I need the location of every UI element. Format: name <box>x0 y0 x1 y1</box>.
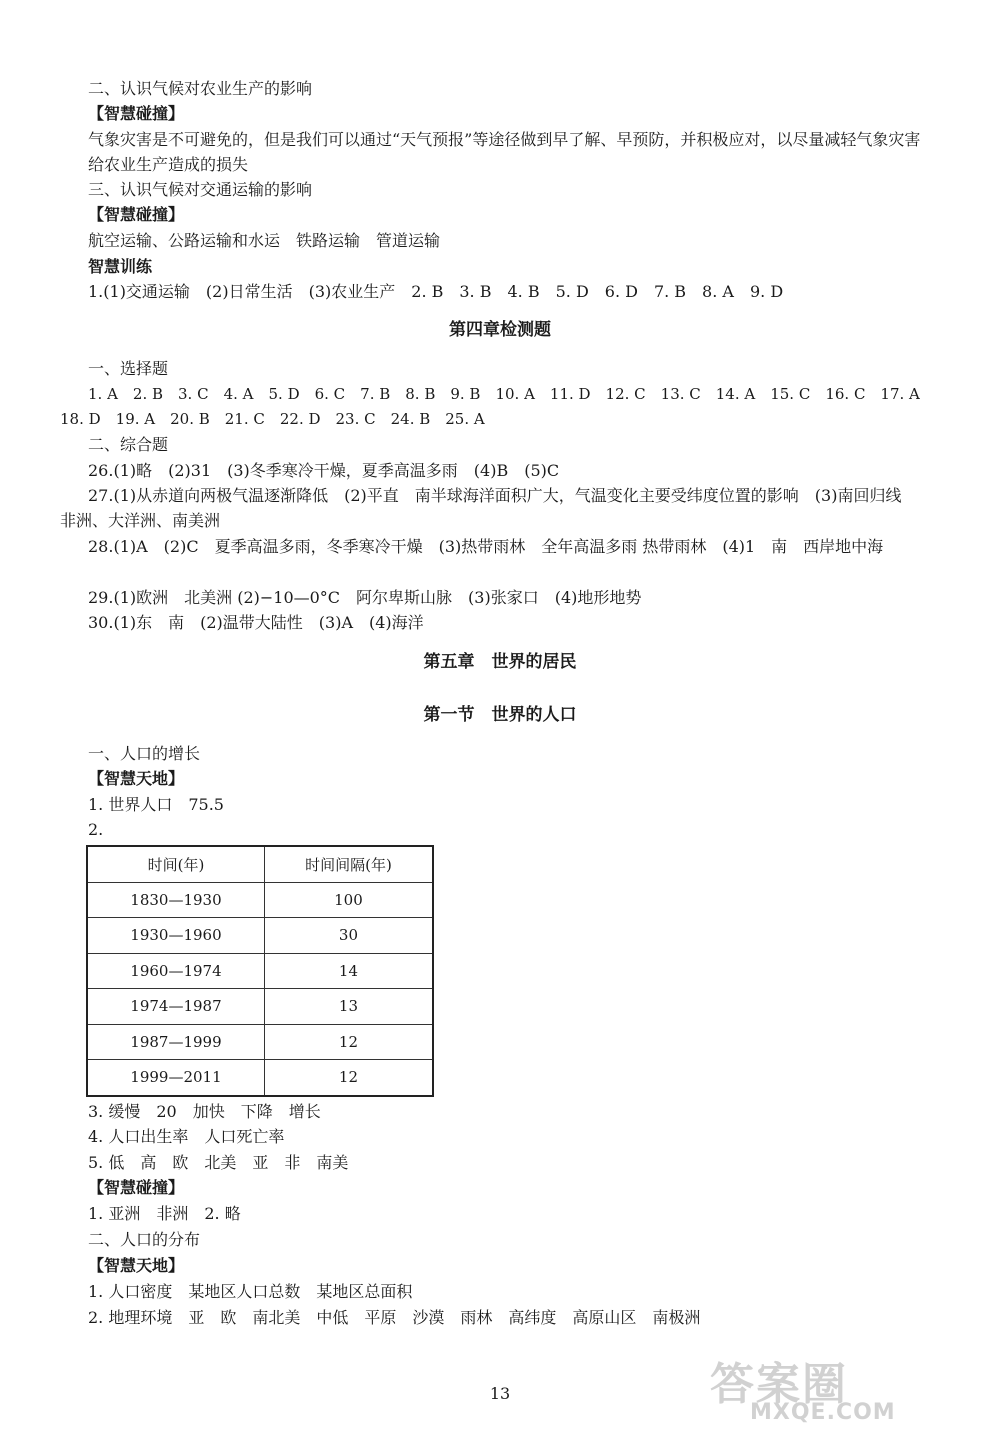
table-cell: 30 <box>264 918 433 954</box>
table-row <box>87 953 433 989</box>
chapter-heading: 第五章 世界的居民 <box>423 652 577 672</box>
table-cell: 1930—1960 <box>87 918 264 954</box>
table-row <box>87 918 433 954</box>
section-heading: 二、人口的分布 <box>88 1230 201 1249</box>
page-number: 13 <box>489 1384 511 1403</box>
table-row <box>87 1060 433 1096</box>
chapter-heading: 第四章检测题 <box>449 320 551 340</box>
population-interval-table <box>86 845 434 1097</box>
table-cell: 12 <box>264 1024 433 1060</box>
answer-line: 26.(1)略 (2)31 (3)冬季寒冷干燥，夏季高温多雨 (4)B (5)C <box>88 461 560 480</box>
table-header-cell: 时间间隔(年) <box>264 846 433 882</box>
section-tag: 【智慧碰撞】 <box>88 104 185 123</box>
table-cell: 100 <box>264 882 433 918</box>
answer-line: 27.(1)从赤道向两极气温逐渐降低 (2)平直 南半球海洋面积广大，气温变化主要受纬度位置的影响 (3)南回归线 非洲、大洋洲、南美洲 <box>60 486 918 530</box>
answer-line: 1. 世界人口 75.5 <box>88 795 224 814</box>
table-row <box>87 882 433 918</box>
table-header-cell: 时间(年) <box>87 846 264 882</box>
answer-line: 18. D 19. A 20. B 21. C 22. D 23. C 24. B 25. A <box>60 410 485 428</box>
answer-line: 4. 人口出生率 人口死亡率 <box>88 1127 285 1146</box>
watermark-logo <box>710 1348 980 1428</box>
answer-line: 3. 缓慢 20 加快 下降 增长 <box>88 1102 321 1121</box>
section-tag: 【智慧天地】 <box>88 769 185 788</box>
answer-line: 30.(1)东 南 (2)温带大陆性 (3)A (4)海洋 <box>88 613 424 632</box>
answer-line: 29.(1)欧洲 北美洲 (2)−10—0°C 阿尔卑斯山脉 (3)张家口 (4)地形地势 <box>88 588 642 607</box>
table-row <box>87 989 433 1025</box>
answer-line: 1.(1)交通运输 (2)日常生活 (3)农业生产 2. B 3. B 4. B 5. D 6. D 7. B 8. A 9. D <box>88 282 784 301</box>
section-heading: 一、选择题 <box>88 359 169 378</box>
watermark-text: 答案圈 <box>710 1359 848 1410</box>
section-heading: 二、认识气候对农业生产的影响 <box>88 79 313 98</box>
paragraph: 气象灾害是不可避免的，但是我们可以通过“天气预报”等途径做到早了解、早预防，并积极应对，以尽量减轻气象灾害给农业生产造成的损失 <box>88 130 921 174</box>
answer-line: 航空运输、公路运输和水运 铁路运输 管道运输 <box>88 231 441 250</box>
section-title: 第一节 世界的人口 <box>423 705 577 725</box>
table-cell: 1830—1930 <box>87 882 264 918</box>
table-header-row <box>87 846 433 882</box>
table-cell: 1960—1974 <box>87 953 264 989</box>
watermark-url: MXQE.COM <box>750 1400 896 1425</box>
table-cell: 13 <box>264 989 433 1025</box>
table-cell: 1974—1987 <box>87 989 264 1025</box>
section-tag: 【智慧碰撞】 <box>88 1178 185 1197</box>
section-heading: 三、认识气候对交通运输的影响 <box>88 180 313 199</box>
table-cell: 1987—1999 <box>87 1024 264 1060</box>
section-tag: 【智慧天地】 <box>88 1256 185 1275</box>
answer-line: 1. A 2. B 3. C 4. A 5. D 6. C 7. B 8. B 9. B 10. A 11. D 12. C 13. C 14. A 15. C 16. C 17. A <box>88 385 920 403</box>
table-cell: 1999—2011 <box>87 1060 264 1096</box>
section-tag: 智慧训练 <box>88 257 153 276</box>
answer-line: 28.(1)A (2)C 夏季高温多雨，冬季寒冷干燥 (3)热带雨林 全年高温多雨 热带雨林 (4)1 南 西岸地中海 <box>88 537 884 556</box>
table-cell: 12 <box>264 1060 433 1096</box>
answer-line: 2. <box>88 820 104 839</box>
answer-line: 2. 地理环境 亚 欧 南北美 中低 平原 沙漠 雨林 高纬度 高原山区 南极洲 <box>88 1308 701 1327</box>
answer-line: 5. 低 高 欧 北美 亚 非 南美 <box>88 1153 349 1172</box>
answer-line: 1. 亚洲 非洲 2. 略 <box>88 1204 241 1223</box>
section-heading: 二、综合题 <box>88 435 169 454</box>
section-tag: 【智慧碰撞】 <box>88 205 185 224</box>
table-row <box>87 1024 433 1060</box>
section-heading: 一、人口的增长 <box>88 744 201 763</box>
table-cell: 14 <box>264 953 433 989</box>
answer-line: 1. 人口密度 某地区人口总数 某地区总面积 <box>88 1282 413 1301</box>
